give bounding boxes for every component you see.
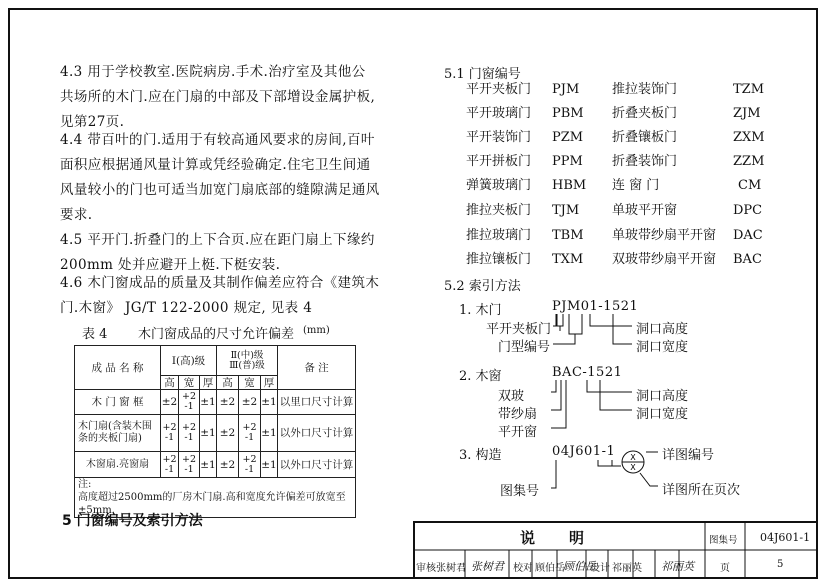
cell-lower: -1: [244, 463, 255, 475]
door-name: 平开装饰门: [466, 130, 532, 145]
heading-5-1: 5.1 门窗编号: [444, 67, 521, 82]
example-1-left-top: 平开夹板门: [486, 322, 552, 337]
cell-upper: +2: [162, 422, 177, 433]
door-name: 平开夹板门: [466, 82, 532, 97]
atlas-no-value: 04J601-1: [760, 531, 811, 544]
door-name: 平开拼板门: [466, 154, 532, 169]
door-name: 折叠夹板门: [612, 106, 678, 121]
para-line: 见第27页.: [60, 114, 125, 130]
design-signature: 祁丽英: [661, 560, 694, 573]
cell: ±1: [200, 415, 217, 452]
cell-upper: +2: [181, 391, 196, 402]
example-2-right-2: 洞口宽度: [636, 407, 689, 422]
cell: ±1: [200, 390, 217, 415]
door-code: HBM: [552, 178, 587, 193]
cell: ±2: [161, 390, 179, 415]
door-name: 弹簧玻璃门: [466, 178, 532, 193]
page-number: 5: [777, 559, 784, 570]
cell: ±1: [261, 390, 278, 415]
cell: ±1: [200, 452, 217, 478]
cell: ±1: [261, 415, 278, 452]
door-code: ZXM: [733, 130, 765, 145]
door-code: CM: [738, 178, 762, 193]
proof-label: 校对: [513, 563, 533, 574]
section-5-heading: 5 门窗编号及索引方法: [62, 513, 203, 529]
para-line: 4.6 木门窗成品的质量及其制作偏差应符合《建筑木: [60, 275, 380, 291]
para-line: 4.3 用于学校教室.医院病房.手术.治疗室及其他公: [60, 64, 366, 80]
para-line: 风量较小的门也可适当加宽门扇底部的缝隙满足通风: [60, 182, 380, 198]
cell: ±1: [261, 452, 278, 478]
cell-note: 以外口尺寸计算: [278, 452, 356, 478]
header-height: 高: [161, 376, 179, 390]
detail-symbol-lower: X: [630, 463, 636, 472]
cell-lower: -1: [164, 463, 175, 475]
header-height: 高: [217, 376, 239, 390]
door-code: ZJM: [733, 106, 761, 121]
header-thickness: 厚: [261, 376, 278, 390]
example-3-label: 3. 构造: [459, 448, 502, 463]
door-code: TBM: [552, 228, 584, 243]
para-line: 4.5 平开门.折叠门的上下合页.应在距门扇上下缘约: [60, 232, 375, 248]
door-name: 推拉装饰门: [612, 82, 678, 97]
cell: ±2: [217, 415, 239, 452]
table-label: 表 4: [82, 327, 108, 342]
review-signature: 张树君: [471, 560, 504, 573]
example-1-right-bottom: 洞口宽度: [636, 340, 689, 355]
sheet-title: 说明: [520, 529, 619, 547]
door-name: 单玻平开窗: [612, 203, 678, 218]
detail-index-symbol: [622, 451, 644, 473]
door-name: 推拉夹板门: [466, 203, 532, 218]
door-name: 折叠镶板门: [612, 130, 678, 145]
cell-note: 以外口尺寸计算: [278, 415, 356, 452]
table-caption: 木门窗成品的尺寸允许偏差: [138, 327, 295, 342]
door-code: TZM: [733, 82, 765, 97]
cell-lower: -1: [184, 463, 194, 475]
example-2-label: 2. 木窗: [459, 369, 502, 384]
door-code: DAC: [733, 228, 763, 243]
door-code: PZM: [552, 130, 584, 145]
example-3-atlas-number: 图集号: [500, 484, 540, 499]
cell-upper: +2: [181, 422, 196, 433]
cell: ±2: [217, 390, 239, 415]
proof-signature: 顾伯岳: [563, 560, 596, 573]
example-2-left-3: 平开窗: [498, 425, 538, 440]
example-1-right-top: 洞口高度: [636, 322, 689, 337]
review-name: 张树君: [436, 563, 466, 574]
design-label: 设计: [590, 563, 610, 574]
para-line: 要求.: [60, 207, 93, 223]
door-code: PPM: [552, 154, 583, 169]
door-code: PJM: [552, 82, 580, 97]
door-name: 连 窗 门: [612, 178, 660, 193]
cell-lower: -1: [164, 432, 175, 443]
example-3-code: 04J601-1: [552, 444, 616, 459]
table-note-line: 注:: [78, 479, 92, 490]
cell-upper: +2: [162, 453, 177, 465]
door-code: PBM: [552, 106, 584, 121]
door-name: 单玻带纱扇平开窗: [612, 228, 717, 243]
review-label: 审核: [416, 563, 436, 574]
atlas-no-label: 图集号: [709, 535, 738, 546]
header-grade-2-line: Ⅱ(中)级: [230, 349, 264, 361]
heading-5-2: 5.2 索引方法: [444, 279, 521, 294]
example-2-code: BAC-1521: [552, 365, 623, 380]
example-3-detail-page: 详图所在页次: [662, 483, 741, 498]
header-grade-3-line: Ⅲ(普)级: [229, 359, 265, 371]
header-width: 宽: [179, 376, 200, 390]
header-grade-1: Ⅰ(高)级: [161, 346, 217, 376]
design-name: 祁丽英: [612, 563, 642, 574]
cell-lower: -1: [184, 401, 194, 412]
example-2-left-2: 带纱扇: [498, 407, 538, 422]
cell-name-line: 木门扇(含装木围: [78, 421, 152, 432]
para-line: 200mm 处并应避开上梃.下梃安装.: [60, 257, 281, 273]
cell-name: 木窗扇.亮窗扇: [75, 452, 161, 478]
example-1-label: 1. 木门: [459, 303, 502, 318]
cell-upper: +2: [181, 453, 196, 465]
cell-name-line: 条的夹板门扇): [78, 433, 142, 444]
example-1-code: PJM01-1521: [552, 299, 639, 314]
detail-symbol-upper: X: [630, 453, 636, 462]
cell-lower: -1: [184, 432, 194, 443]
door-code: DPC: [733, 203, 763, 218]
page-label: 页: [720, 563, 730, 574]
cell-name: 木 门 窗 框: [75, 390, 161, 415]
door-name: 推拉镶板门: [466, 252, 532, 267]
door-code: TXM: [552, 252, 584, 267]
door-name: 平开玻璃门: [466, 106, 532, 121]
cell-note: 以里口尺寸计算: [278, 390, 356, 415]
para-line: 共场所的木门.应在门扇的中部及下部增设金属护板,: [60, 89, 376, 105]
header-product-name: 成 品 名 称: [75, 346, 161, 390]
example-2-left-1: 双玻: [498, 389, 525, 404]
proof-name: 顾伯岳: [535, 563, 565, 574]
example-3-detail-number: 详图编号: [662, 448, 715, 463]
para-line: 面积应根据通风量计算或凭经验确定.住宅卫生间通: [60, 157, 371, 173]
example-1-left-bottom: 门型编号: [498, 340, 551, 355]
door-name: 推拉玻璃门: [466, 228, 532, 243]
table-unit: (mm): [303, 325, 330, 336]
door-code: TJM: [552, 203, 580, 218]
table-note-line: 高度超过2500mm的厂房木门扇.高和宽度允许偏差可放宽至±5mm.: [78, 492, 346, 516]
header-width: 宽: [239, 376, 261, 390]
cell-lower: -1: [244, 432, 255, 443]
cell: ±2: [239, 390, 261, 415]
door-name: 折叠装饰门: [612, 154, 678, 169]
cell-upper: +2: [242, 422, 257, 433]
door-name: 双玻带纱扇平开窗: [612, 252, 717, 267]
header-remarks: 备 注: [278, 346, 356, 390]
door-code: BAC: [733, 252, 762, 267]
header-thickness: 厚: [200, 376, 217, 390]
para-line: 门.木窗》 JG/T 122-2000 规定, 见表 4: [60, 300, 313, 316]
cell-upper: +2: [242, 453, 257, 465]
title-block: [413, 521, 818, 579]
cell: ±2: [217, 452, 239, 478]
door-code: ZZM: [733, 154, 765, 169]
para-line: 4.4 带百叶的门.适用于有较高通风要求的房间,百叶: [60, 132, 375, 148]
example-2-right-1: 洞口高度: [636, 389, 689, 404]
